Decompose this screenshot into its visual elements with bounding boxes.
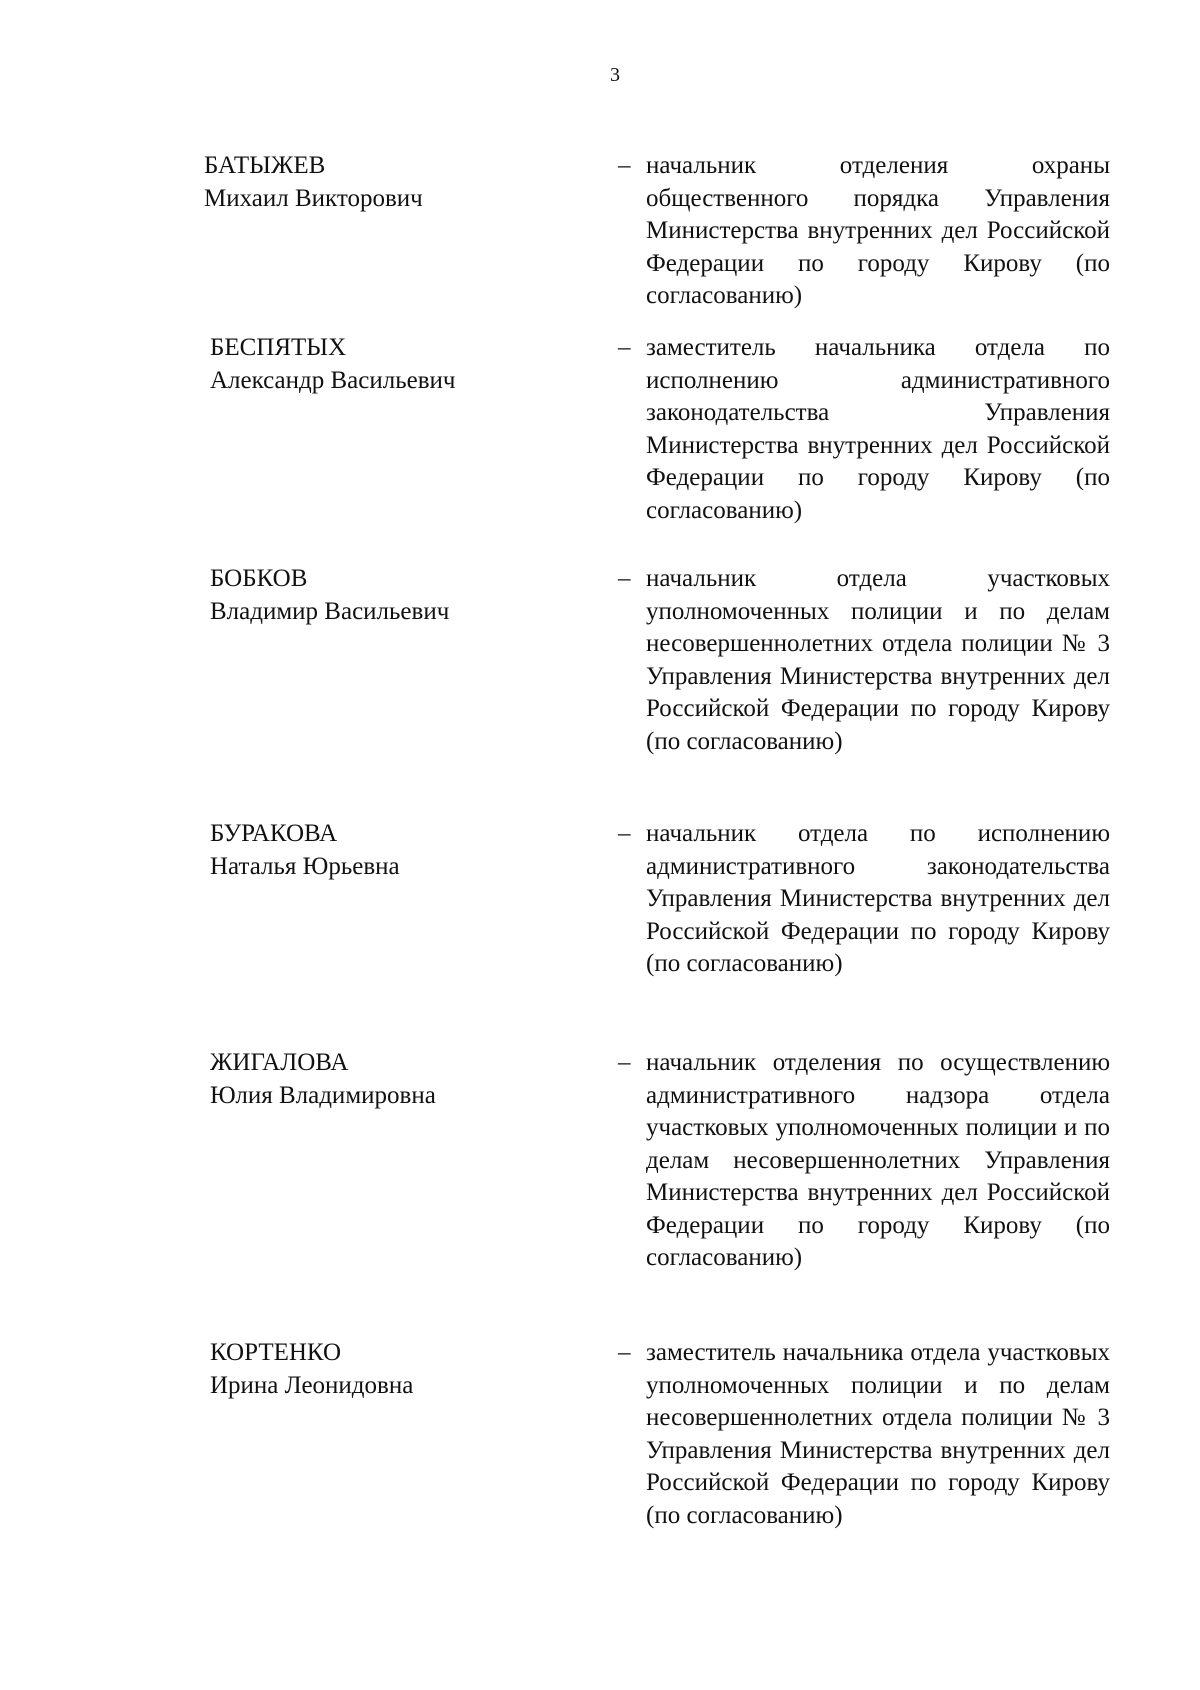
- member-name: [210, 563, 570, 628]
- member-entry: [0, 150, 1200, 332]
- separator-dash: –: [618, 820, 631, 847]
- member-position: начальник отделения охраны общественного порядка Управления Министерства внутренних дел Российской Федерации по городу Кирову (по согласованию): [646, 152, 1110, 309]
- separator-dash: –: [618, 565, 631, 592]
- member-given-names: Юлия Владимировна: [210, 1081, 436, 1109]
- member-name: [210, 818, 570, 883]
- member-surname: БУРАКОВА: [210, 820, 338, 847]
- member-given-names: Александр Васильевич: [210, 366, 456, 394]
- member-entry: [0, 818, 1200, 1047]
- separator-dash: –: [618, 334, 631, 361]
- member-given-names: Ирина Леонидовна: [210, 1371, 414, 1399]
- separator-dash: –: [618, 152, 631, 179]
- member-entry: [0, 332, 1200, 563]
- member-surname: БЕСПЯТЫХ: [210, 334, 347, 361]
- member-position: заместитель начальника отдела участковых уполномоченных полиции и по делам несовершеннолетних отдела полиции № 3 Управления Министерства внутренних дел Российской Федерации по городу Кирову (по согласованию): [646, 1339, 1110, 1529]
- member-name: [210, 1047, 570, 1112]
- member-surname: БАТЫЖЕВ: [204, 152, 326, 179]
- separator-dash: –: [618, 1339, 631, 1366]
- member-entry: [0, 1047, 1200, 1337]
- member-entry: [0, 563, 1200, 818]
- separator-dash: –: [618, 1049, 631, 1076]
- member-position: начальник отдела участковых уполномоченных полиции и по делам несовершеннолетних отдела полиции № 3 Управления Министерства внутренних дел Российской Федерации по городу Кирову (по согласованию): [646, 565, 1110, 755]
- member-name: [210, 1337, 570, 1402]
- member-name: [204, 150, 564, 215]
- member-position: начальник отделения по осуществлению административного надзора отдела участковых уполномоченных полиции и по делам несовершеннолетних Управления Министерства внутренних дел Российской Федерации по городу Кирову (по согласованию): [646, 1049, 1110, 1271]
- member-surname: БОБКОВ: [210, 565, 308, 592]
- member-position: начальник отдела по исполнению административного законодательства Управления Министерства внутренних дел Российской Федерации по городу Кирову (по согласованию): [646, 820, 1110, 977]
- member-surname: КОРТЕНКО: [210, 1339, 342, 1366]
- members-list: [0, 150, 1200, 1597]
- page-number: 3: [610, 64, 620, 86]
- member-given-names: Михаил Викторович: [204, 184, 423, 212]
- member-position: заместитель начальника отдела по исполнению административного законодательства Управления Министерства внутренних дел Российской Федерации по городу Кирову (по согласованию): [646, 334, 1110, 524]
- member-surname: ЖИГАЛОВА: [210, 1049, 349, 1076]
- member-given-names: Владимир Васильевич: [210, 597, 450, 625]
- member-name: [210, 332, 570, 397]
- member-entry: [0, 1337, 1200, 1597]
- member-given-names: Наталья Юрьевна: [210, 852, 400, 880]
